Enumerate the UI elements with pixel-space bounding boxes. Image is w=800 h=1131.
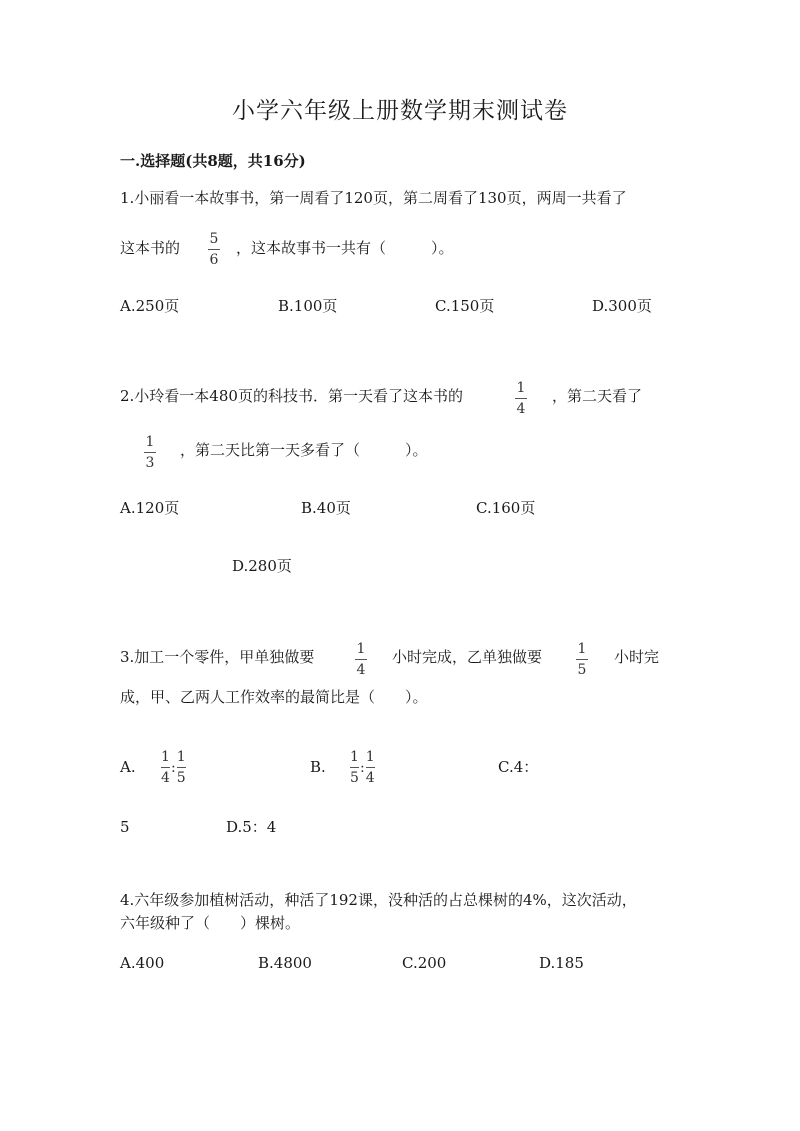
fraction-bar [576, 659, 588, 660]
fraction-denominator: 3 [145, 455, 155, 471]
q3-option-b-label[interactable]: B. [310, 758, 326, 776]
fraction-denominator: 4 [161, 770, 170, 786]
q4-option-a[interactable]: A.400 [120, 954, 165, 972]
q3-option-b-ratio[interactable] [350, 749, 375, 786]
q3-stem-line1-post: 小时完 [614, 648, 660, 666]
q1-option-a[interactable]: A.250页 [120, 297, 180, 315]
page-title: 小学六年级上册数学期末测试卷 [232, 98, 568, 124]
q4-stem-line1: 4.六年级参加植树活动，种活了192课，没种活的占总棵树的4%，这次活动， [120, 891, 637, 909]
q3-fraction-2 [576, 641, 588, 678]
fraction-denominator: 4 [365, 770, 375, 786]
q3-stem-line1-mid: 小时完成，乙单独做要 [392, 648, 543, 666]
ratio-left-fraction [161, 749, 170, 786]
q4-option-b[interactable]: B.4800 [258, 954, 312, 972]
ratio-right-fraction [366, 749, 375, 786]
ratio-right-fraction [177, 749, 186, 786]
q1-option-b[interactable]: B.100页 [278, 297, 338, 315]
fraction-bar [208, 249, 220, 250]
q4-option-d[interactable]: D.185 [539, 954, 584, 972]
fraction-bar [350, 767, 359, 768]
q3-option-d[interactable]: D.5：4 [226, 818, 277, 836]
q3-option-c[interactable]: C.4： [498, 758, 539, 776]
q2-fraction-1 [515, 380, 527, 417]
q1-stem-line2-pre: 这本书的 [120, 239, 181, 257]
fraction-numerator: 1 [577, 641, 587, 657]
q3-stem-line2: 成，甲、乙两人工作效率的最简比是（ ）。 [120, 688, 428, 706]
fraction-bar [355, 659, 367, 660]
q2-option-c[interactable]: C.160页 [476, 499, 536, 517]
fraction-numerator: 1 [356, 641, 366, 657]
q2-stem-line2: ，第二天比第一天多看了（ ）。 [180, 441, 428, 459]
fraction-bar [144, 452, 156, 453]
fraction-denominator: 6 [209, 252, 219, 268]
q1-stem-line1: 1.小丽看一本故事书，第一周看了120页，第二周看了130页，两周一共看了 [120, 189, 627, 207]
q3-option-a-ratio[interactable] [161, 749, 186, 786]
fraction-bar [366, 767, 375, 768]
fraction-numerator: 1 [145, 434, 155, 450]
fraction-bar [515, 398, 527, 399]
fraction-numerator: 1 [350, 749, 359, 765]
q1-stem-line2-post: ，这本故事书一共有（ ）。 [236, 239, 454, 257]
q2-option-a[interactable]: A.120页 [120, 499, 180, 517]
q1-fraction [208, 231, 220, 268]
q2-option-b[interactable]: B.40页 [301, 499, 351, 517]
q3-stem-line1-pre: 3.加工一个零件，甲单独做要 [120, 648, 315, 666]
fraction-numerator: 1 [176, 749, 186, 765]
fraction-denominator: 5 [176, 770, 186, 786]
fraction-denominator: 4 [356, 662, 366, 678]
q3-option-a-label[interactable]: A. [120, 758, 136, 776]
fraction-numerator: 1 [365, 749, 375, 765]
q3-fraction-1 [355, 641, 367, 678]
ratio-left-fraction [350, 749, 359, 786]
ratio-colon: : [171, 759, 176, 776]
fraction-numerator: 5 [209, 231, 219, 247]
q1-option-d[interactable]: D.300页 [592, 297, 652, 315]
fraction-numerator: 1 [161, 749, 170, 765]
section-heading: 一.选择题(共8题，共16分) [120, 152, 306, 170]
fraction-bar [161, 767, 170, 768]
fraction-denominator: 5 [350, 770, 359, 786]
q3-option-c-continued[interactable]: 5 [120, 818, 130, 836]
ratio-colon: : [360, 759, 365, 776]
q2-option-d[interactable]: D.280页 [232, 557, 292, 575]
q4-stem-line2: 六年级种了（ ）棵树。 [120, 914, 301, 932]
q2-stem-line1-pre: 2.小玲看一本480页的科技书．第一天看了这本书的 [120, 387, 463, 405]
fraction-numerator: 1 [516, 380, 526, 396]
fraction-denominator: 4 [516, 401, 526, 417]
fraction-bar [177, 767, 186, 768]
q2-stem-line1-post: ，第二天看了 [552, 387, 643, 405]
q2-fraction-2 [144, 434, 156, 471]
q4-option-c[interactable]: C.200 [402, 954, 447, 972]
fraction-denominator: 5 [577, 662, 587, 678]
q1-option-c[interactable]: C.150页 [435, 297, 495, 315]
